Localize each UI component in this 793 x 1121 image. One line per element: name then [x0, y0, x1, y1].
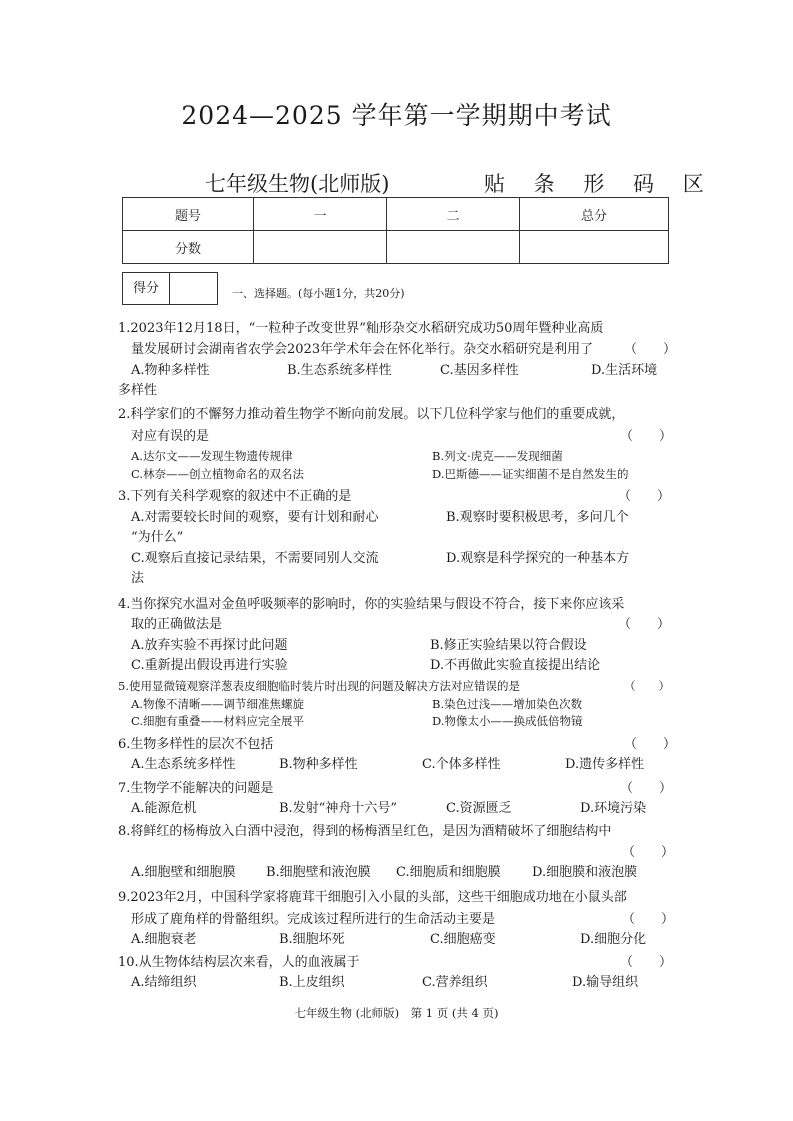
question-9-option-a[interactable]: A.细胞衰老 [131, 932, 197, 947]
question-6-line-1: 6.生物多样性的层次不包括 [118, 737, 274, 752]
question-1-option-b[interactable]: B.生态系统多样性 [287, 363, 392, 378]
question-8-option-c[interactable]: C.细胞质和细胞膜 [396, 865, 501, 880]
question-4-line-1: 4.当你探究水温对金鱼呼吸频率的影响时，你的实验结果与假设不符合，接下来你应该采 [118, 597, 625, 612]
question-5-option-a[interactable]: A.物像不清晰——调节细准焦螺旋 [131, 697, 304, 711]
question-4-option-c[interactable]: C.重新提出假设再进行实验 [131, 658, 288, 673]
score-table [122, 197, 669, 264]
question-5-option-c[interactable]: C.细胞有重叠——材料应完全展平 [131, 714, 305, 728]
question-10-option-d[interactable]: D.输导组织 [572, 975, 639, 990]
question-1-option-c[interactable]: C.基因多样性 [440, 363, 519, 378]
question-2-option-b[interactable]: B.列文·虎克——发现细菌 [432, 449, 563, 463]
question-7-option-c[interactable]: C.资源匮乏 [446, 801, 512, 816]
question-4-option-b[interactable]: B.修正实验结果以符合假设 [430, 638, 587, 653]
question-7-line-1: 7.生物学不能解决的问题是 [118, 781, 274, 796]
score-cell[interactable] [254, 231, 387, 264]
score-header-cell: 二 [387, 198, 520, 231]
subject-title: 七年级生物(北师版) [205, 172, 390, 196]
question-9-line-2: 形成了鹿角样的骨骼组织。完成该过程所进行的生命活动主要是 [131, 912, 496, 927]
question-2-line-1: 2.科学家们的不懈努力推动着生物学不断向前发展。以下几位科学家与他们的重要成就， [118, 407, 625, 422]
question-10-option-a[interactable]: A.结缔组织 [131, 975, 197, 990]
question-3-option-c[interactable]: C.观察后直接记录结果，不需要同别人交流 [131, 551, 379, 566]
question-7-answer-bracket[interactable]: （ ） [620, 781, 673, 796]
question-1-option-d-continued: 多样性 [118, 383, 158, 398]
question-5-line-1: 5.使用显微镜观察洋葱表皮细胞临时装片时出现的问题及解决方法对应错误的是 [118, 679, 520, 693]
question-5-option-d[interactable]: D.物像太小——换成低倍物镜 [432, 714, 583, 728]
question-7-option-a[interactable]: A.能源危机 [131, 801, 197, 816]
question-8-option-d[interactable]: D.细胞膜和液泡膜 [532, 865, 638, 880]
question-3-option-d-continued: 法 [131, 571, 145, 586]
question-8-answer-bracket[interactable]: （ ） [622, 845, 675, 860]
question-6-answer-bracket[interactable]: （ ） [624, 737, 677, 752]
score-header-cell: 一 [254, 198, 387, 231]
question-2-option-c[interactable]: C.林奈——创立植物命名的双名法 [131, 467, 305, 481]
question-4-answer-bracket[interactable]: （ ） [618, 617, 671, 632]
question-3-option-b[interactable]: B.观察时要积极思考，多问几个 [446, 510, 629, 525]
question-1-answer-bracket[interactable]: （ ） [624, 342, 677, 357]
question-4-option-a[interactable]: A.放弃实验不再探讨此问题 [131, 638, 288, 653]
score-cell[interactable] [387, 231, 520, 264]
question-6-option-a[interactable]: A.生态系统多样性 [131, 757, 236, 772]
question-8-option-b[interactable]: B.细胞壁和液泡膜 [266, 865, 371, 880]
question-4-option-d[interactable]: D.不再做此实验直接提出结论 [430, 658, 601, 673]
question-9-line-1: 9.2023年2月，中国科学家将鹿茸干细胞引入小鼠的头部，这些干细胞成功地在小鼠头部 [118, 890, 627, 905]
question-4-line-2: 取的正确做法是 [131, 617, 223, 632]
barcode-area-label: 贴 条 形 码 区 [484, 172, 715, 196]
question-3-option-b-continued: “为什么” [131, 530, 184, 545]
question-7-option-b[interactable]: B.发射“神舟十六号” [279, 801, 397, 816]
question-1-option-a[interactable]: A.物种多样性 [131, 363, 210, 378]
question-8-option-a[interactable]: A.细胞壁和细胞膜 [131, 865, 236, 880]
question-9-answer-bracket[interactable]: （ ） [622, 912, 675, 927]
question-2-option-d[interactable]: D.巴斯德——证实细菌不是自然发生的 [432, 467, 629, 481]
exam-title: 2024—2025 学年第一学期期中考试 [181, 101, 612, 130]
question-3-option-d[interactable]: D.观察是科学探究的一种基本方 [446, 551, 630, 566]
question-10-answer-bracket[interactable]: （ ） [620, 955, 673, 970]
question-5-answer-bracket[interactable]: （ ） [624, 679, 670, 693]
score-table-header-row [123, 198, 669, 231]
question-6-option-c[interactable]: C.个体多样性 [422, 757, 501, 772]
question-9-option-b[interactable]: B.细胞坏死 [279, 932, 345, 947]
question-5-option-b[interactable]: B.染色过浅——增加染色次数 [432, 697, 583, 711]
section-score-box [122, 272, 218, 305]
question-2-line-2: 对应有误的是 [131, 429, 210, 444]
question-6-option-d[interactable]: D.遗传多样性 [565, 757, 645, 772]
question-10-option-b[interactable]: B.上皮组织 [279, 975, 345, 990]
question-7-option-d[interactable]: D.环境污染 [580, 801, 647, 816]
question-10-line-1: 10.从生物体结构层次来看，人的血液属于 [118, 955, 360, 970]
question-2-answer-bracket[interactable]: （ ） [620, 429, 673, 444]
question-2-option-a[interactable]: A.达尔文——发现生物遗传规律 [131, 449, 293, 463]
question-8-line-1: 8.将鲜红的杨梅放入白酒中浸泡，得到的杨梅酒呈红色，是因为酒精破坏了细胞结构中 [118, 824, 612, 839]
question-6-option-b[interactable]: B.物种多样性 [279, 757, 358, 772]
score-header-cell: 总分 [520, 198, 669, 231]
score-header-cell: 题号 [123, 198, 254, 231]
page-footer: 七年级生物 (北师版) 第 1 页 (共 4 页) [294, 1006, 499, 1020]
question-9-option-c[interactable]: C.细胞癌变 [430, 932, 496, 947]
question-9-option-d[interactable]: D.细胞分化 [580, 932, 647, 947]
section-score-label: 得分 [123, 273, 170, 304]
score-table-score-row [123, 231, 669, 264]
question-3-option-a[interactable]: A.对需要较长时间的观察，要有计划和耐心 [131, 510, 379, 525]
question-1-line-1: 1.2023年12月18日，“一粒种子改变世界”籼形杂交水稻研究成功50周年暨种业高质 [118, 321, 604, 336]
question-1-option-d[interactable]: D.生活环境 [591, 363, 658, 378]
question-1-line-2: 量发展研讨会湖南省农学会2023年学术年会在怀化举行。杂交水稻研究是利用了 [131, 342, 594, 357]
section-title: 一、选择题。(每小题1分，共20分) [232, 287, 405, 300]
score-row-label: 分数 [123, 231, 254, 264]
score-cell[interactable] [520, 231, 669, 264]
section-score-cell[interactable] [170, 273, 217, 304]
question-3-answer-bracket[interactable]: （ ） [618, 489, 671, 504]
question-10-option-c[interactable]: C.营养组织 [422, 975, 488, 990]
question-3-line-1: 3.下列有关科学观察的叙述中不正确的是 [118, 489, 352, 504]
